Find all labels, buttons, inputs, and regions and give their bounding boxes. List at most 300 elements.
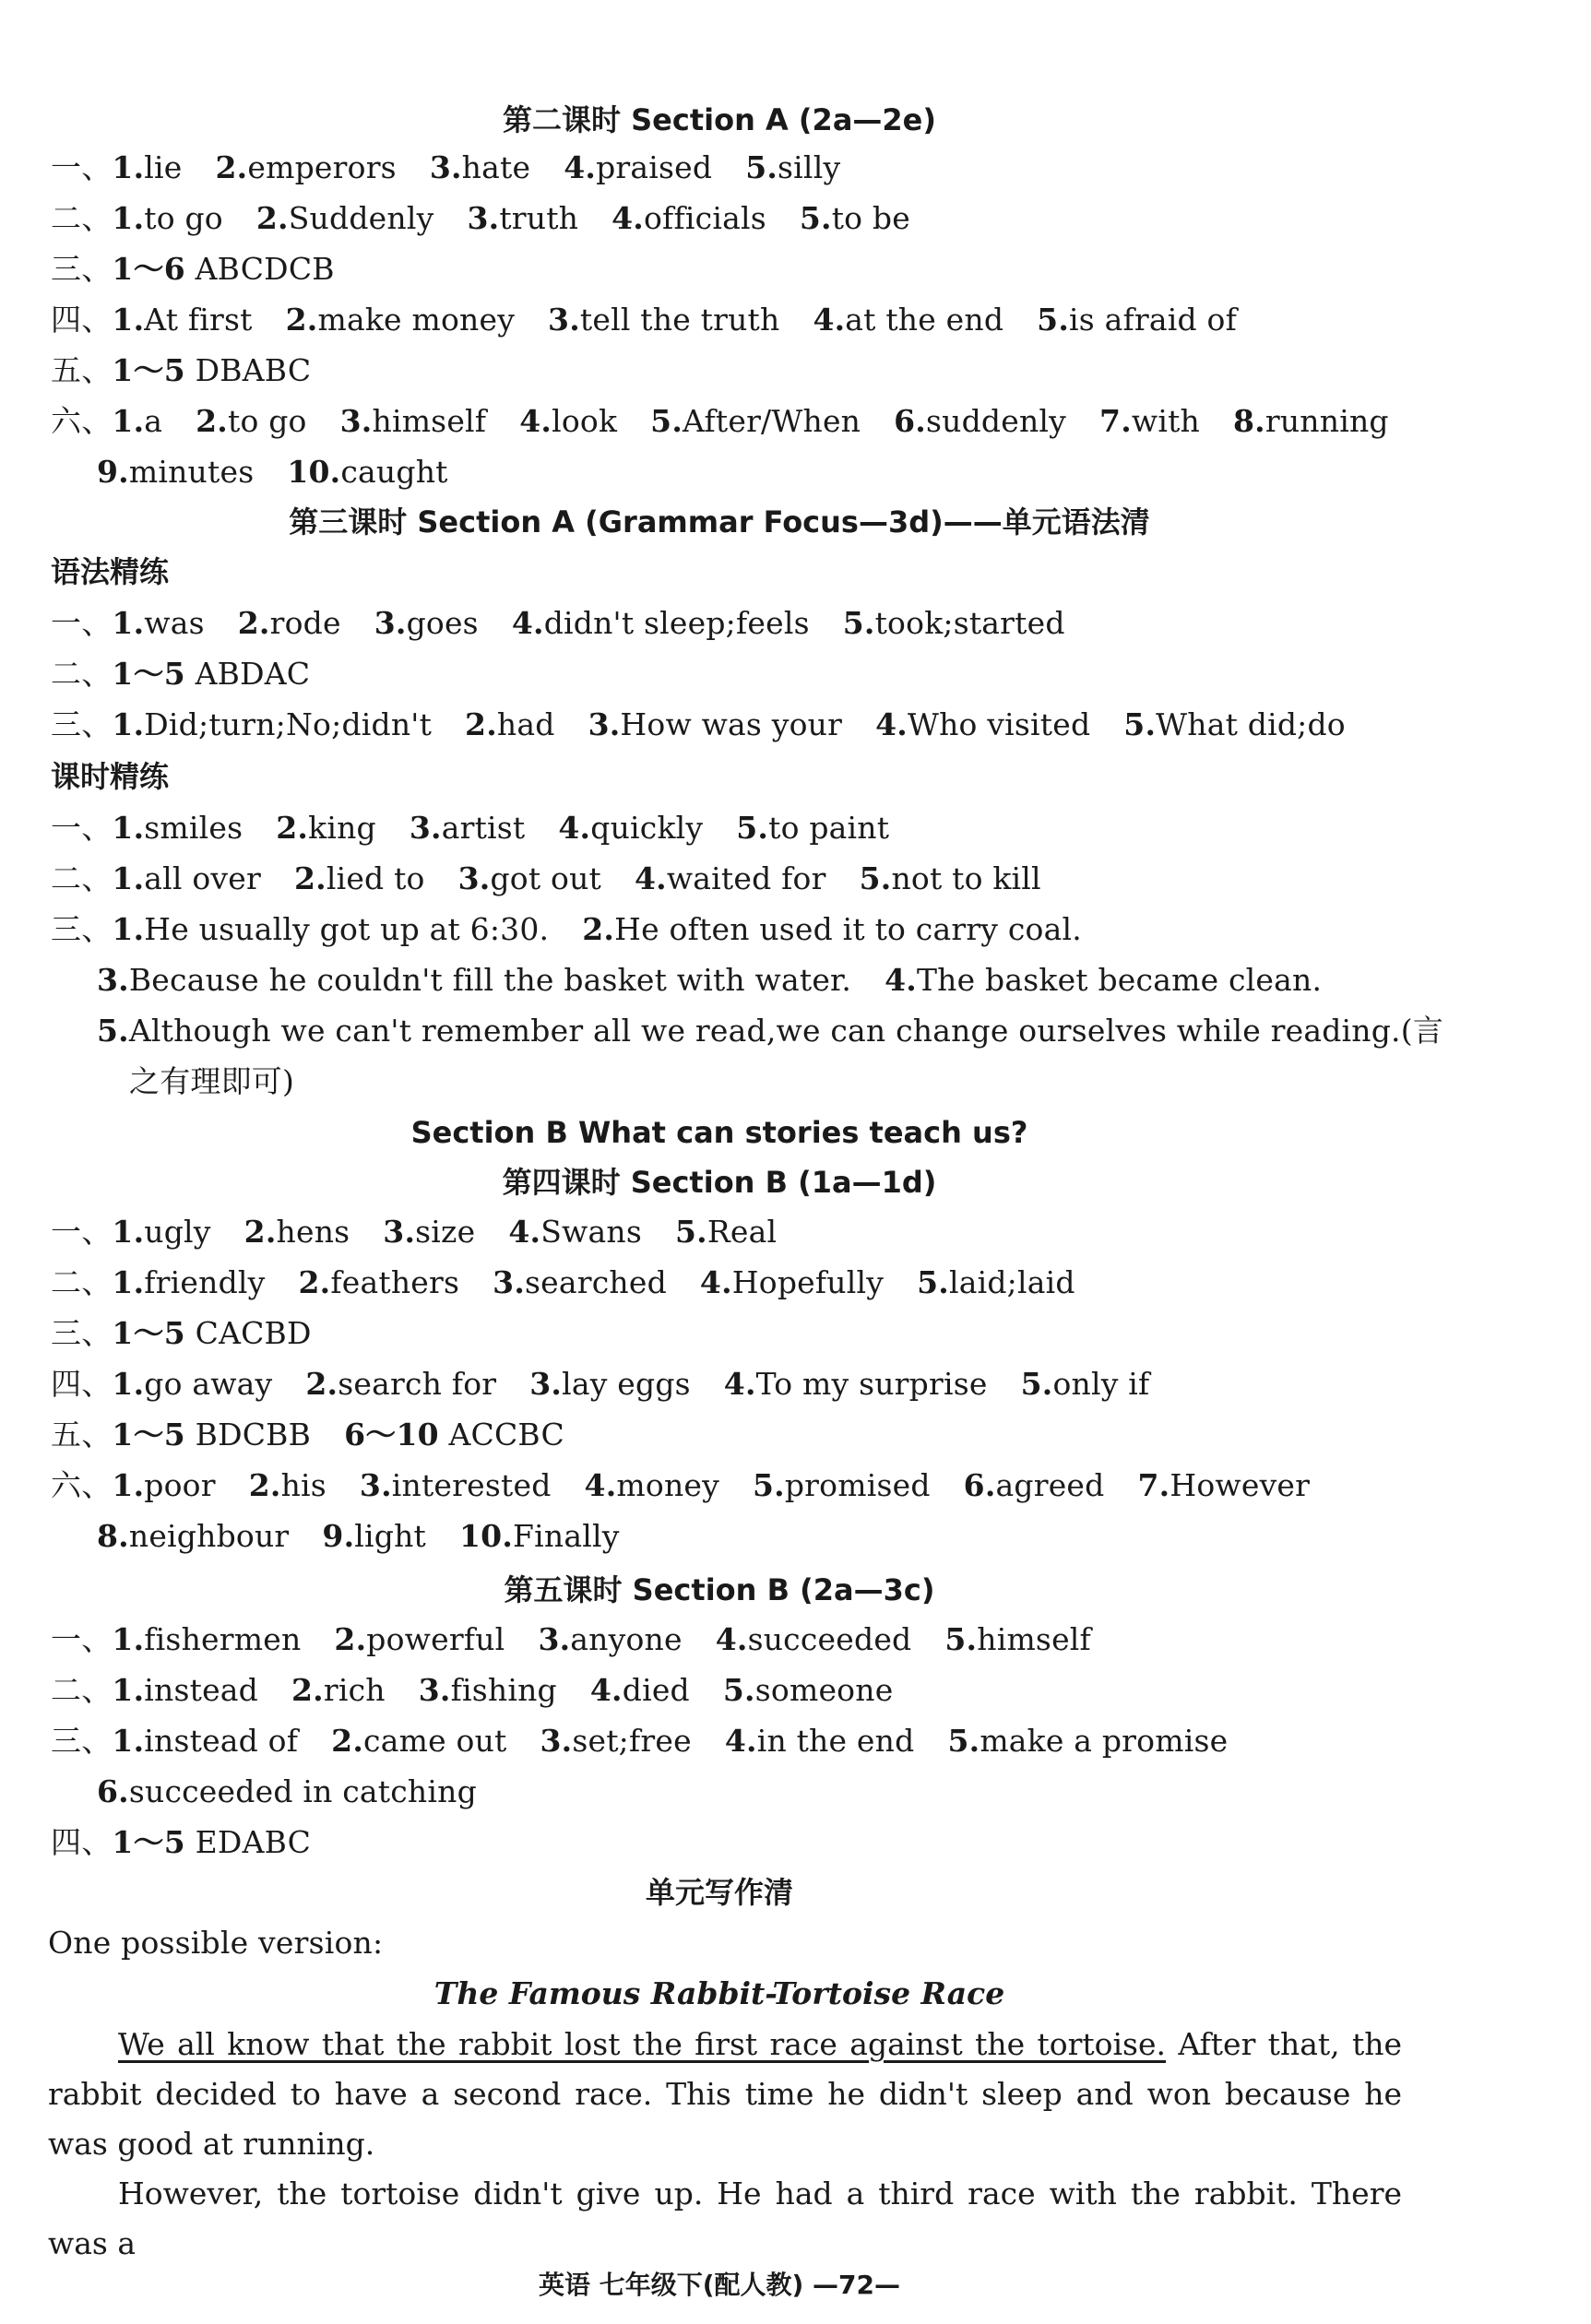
answer-text: was xyxy=(144,605,205,641)
answer-item xyxy=(917,1264,1075,1300)
writing-intro: One possible version: xyxy=(48,1925,384,1961)
question-group-label: 三、 xyxy=(51,1723,113,1759)
answer-text: powerful xyxy=(366,1621,505,1657)
answer-text: rode xyxy=(269,605,341,641)
answer-text: feathers xyxy=(330,1264,460,1300)
answer-text: look xyxy=(552,403,618,439)
answer-item xyxy=(843,605,1065,641)
answer-item xyxy=(753,1467,931,1503)
lesson-3-heading: 第三课时 Section A (Grammar Focus—3d)——单元语法清 xyxy=(289,504,1150,540)
answer-text: He usually got up at 6:30. xyxy=(144,911,550,947)
answer-number: 1～5 xyxy=(112,1315,185,1351)
answer-row xyxy=(51,603,1453,644)
answer-item xyxy=(540,1723,691,1759)
answer-item xyxy=(112,1723,298,1759)
answer-number: 4. xyxy=(519,403,552,439)
answer-row xyxy=(51,859,1453,899)
answer-text: all over xyxy=(144,860,261,896)
answer-item xyxy=(964,1467,1105,1503)
lesson-5-heading: 第五课时 Section B (2a—3c) xyxy=(504,1572,935,1607)
question-group-label: 二、 xyxy=(51,1264,113,1300)
answer-number: 5. xyxy=(745,149,778,185)
answer-number: 1. xyxy=(112,302,145,338)
page-footer: 英语 七年级下(配人教) —72— xyxy=(538,2270,901,2300)
answer-number: 1. xyxy=(112,1214,145,1250)
answer-number: 2. xyxy=(465,706,497,742)
answer-item xyxy=(588,706,843,742)
answer-text: didn't sleep;feels xyxy=(543,605,810,641)
answer-number: 8. xyxy=(97,1518,129,1554)
answer-text: lay eggs xyxy=(562,1366,691,1402)
answer-text: Swans xyxy=(540,1214,642,1250)
answer-number: 4. xyxy=(715,1621,748,1657)
answer-text: searched xyxy=(525,1264,667,1300)
answer-item xyxy=(860,860,1041,896)
answer-row xyxy=(51,350,1453,391)
answer-text: interested xyxy=(391,1467,552,1503)
answer-text: laid;laid xyxy=(948,1264,1075,1300)
answer-text: goes xyxy=(406,605,479,641)
question-group-label: 四、 xyxy=(51,302,113,338)
answer-number: 3. xyxy=(529,1366,563,1402)
answer-row xyxy=(51,808,1453,848)
answer-number: 5. xyxy=(1020,1366,1053,1402)
answer-row xyxy=(51,1415,1453,1455)
answer-item xyxy=(725,1723,915,1759)
answer-text: Because he couldn't fill the basket with water. xyxy=(128,962,852,998)
essay-title: The Famous Rabbit-Tortoise Race xyxy=(433,1975,1005,2011)
answer-text: lie xyxy=(144,149,183,185)
answer-text: running xyxy=(1264,403,1389,439)
answer-text: make money xyxy=(317,302,516,338)
question-group-label: 一、 xyxy=(51,149,113,185)
answer-item xyxy=(291,1672,386,1708)
answer-item xyxy=(529,1366,691,1402)
answer-item xyxy=(97,1773,477,1809)
answer-number: 1. xyxy=(112,1723,145,1759)
question-group-label: 四、 xyxy=(51,1366,113,1402)
answer-number: 6. xyxy=(963,1467,996,1503)
answer-number: 5. xyxy=(944,1621,978,1657)
answer-number: 5. xyxy=(674,1214,707,1250)
answer-item xyxy=(635,860,826,896)
answer-text: truth xyxy=(499,200,579,236)
answer-text: However xyxy=(1170,1467,1311,1503)
answer-text: to paint xyxy=(768,810,890,846)
answer-number: 10. xyxy=(459,1518,514,1554)
answer-item xyxy=(1037,302,1237,338)
essay-paragraph-2-text: However, the tortoise didn't give up. He had a third race with the rabbit. There was a xyxy=(48,2176,1402,2261)
grammar-practice-subhead: 语法精练 xyxy=(51,554,170,589)
answer-number: 3. xyxy=(588,706,621,742)
answer-row xyxy=(97,960,1453,1001)
lesson-practice-subhead: 课时精练 xyxy=(51,759,170,794)
answer-text: instead of xyxy=(144,1723,299,1759)
answer-text: neighbour xyxy=(128,1518,290,1554)
question-group-label: 三、 xyxy=(51,251,113,287)
answer-row xyxy=(51,148,1453,188)
answer-item xyxy=(112,1621,301,1657)
answer-text: Hopefully xyxy=(731,1264,885,1300)
question-group-label: 一、 xyxy=(51,605,113,641)
answer-text: himself xyxy=(372,403,487,439)
answer-item xyxy=(112,860,261,896)
answer-number: 2. xyxy=(255,200,289,236)
answer-number: 3. xyxy=(383,1214,416,1250)
answer-number: 1. xyxy=(112,706,145,742)
answer-text: caught xyxy=(340,454,448,490)
question-group-label: 四、 xyxy=(51,1824,113,1860)
answer-number: 3. xyxy=(548,302,580,338)
answer-item xyxy=(322,1518,426,1554)
answer-item xyxy=(582,911,1082,947)
answer-item xyxy=(745,149,840,185)
answer-text: After/When xyxy=(683,403,861,439)
answer-number: 2. xyxy=(291,1672,324,1708)
answer-text: took;started xyxy=(874,605,1065,641)
answer-item xyxy=(244,1214,350,1250)
answer-number: 2. xyxy=(215,149,248,185)
answer-item xyxy=(294,860,425,896)
answer-item xyxy=(465,706,555,742)
answer-item xyxy=(700,1264,884,1300)
answer-item xyxy=(112,1417,311,1452)
answer-row xyxy=(51,300,1453,340)
answer-item xyxy=(112,352,311,388)
answer-number: 2. xyxy=(305,1366,338,1402)
answer-text: size xyxy=(415,1214,476,1250)
question-group-label: 六、 xyxy=(51,403,113,439)
answer-number: 4. xyxy=(634,860,667,896)
answer-number: 3. xyxy=(359,1467,392,1503)
answer-number: 1～6 xyxy=(112,251,185,287)
answer-item xyxy=(112,1467,215,1503)
answer-item xyxy=(97,962,851,998)
answer-text: artist xyxy=(441,810,526,846)
answer-number: 3. xyxy=(457,860,491,896)
answer-number: 1～5 xyxy=(112,352,185,388)
essay-paragraph-1 xyxy=(48,2020,1402,2169)
answer-row xyxy=(51,198,1453,239)
answer-text: had xyxy=(496,706,555,742)
lesson-4-heading: 第四课时 Section B (1a—1d) xyxy=(502,1165,937,1200)
answer-text: To my surprise xyxy=(755,1366,988,1402)
writing-heading: 单元写作清 xyxy=(645,1875,793,1910)
answer-text: agreed xyxy=(995,1467,1105,1503)
answer-item xyxy=(112,1214,210,1250)
answer-text: make a promise xyxy=(980,1723,1229,1759)
answer-text: not to kill xyxy=(891,860,1041,896)
answer-item xyxy=(558,810,703,846)
answer-text: The basket became clean. xyxy=(916,962,1323,998)
answer-item xyxy=(419,1672,557,1708)
answer-number: 1～5 xyxy=(112,1824,185,1860)
answer-item xyxy=(249,1467,327,1503)
answer-item xyxy=(813,302,1003,338)
answer-number: 1. xyxy=(112,1467,145,1503)
answer-number: 1. xyxy=(112,911,145,947)
essay-paragraph-1-rest: After that, the rabbit decided to have a second race. This time he didn't sleep and won because he was good at running. xyxy=(48,2026,1402,2162)
answer-item xyxy=(238,605,341,641)
answer-item xyxy=(112,911,549,947)
answer-text: is afraid of xyxy=(1069,302,1237,338)
answer-number: 1～5 xyxy=(112,656,185,692)
answer-text: ugly xyxy=(144,1214,211,1250)
answer-item xyxy=(112,1264,265,1300)
answer-number: 1. xyxy=(112,1366,145,1402)
answer-number: 5. xyxy=(752,1467,785,1503)
answer-number: 3. xyxy=(538,1621,571,1657)
answer-item xyxy=(875,706,1090,742)
question-group-label: 一、 xyxy=(51,1621,113,1657)
answer-text: Did;turn;No;didn't xyxy=(144,706,433,742)
answer-number: 4. xyxy=(875,706,908,742)
answer-text: king xyxy=(308,810,376,846)
answer-item xyxy=(97,454,254,490)
answer-item xyxy=(374,605,479,641)
answer-number: 6. xyxy=(97,1773,129,1809)
answer-item xyxy=(97,1518,289,1554)
answer-number: 6～10 xyxy=(344,1417,439,1452)
answer-item xyxy=(340,403,487,439)
section-b-title: Section B What can stories teach us? xyxy=(410,1115,1028,1150)
answer-text: with xyxy=(1131,403,1201,439)
answer-text: succeeded in catching xyxy=(128,1773,477,1809)
answer-item xyxy=(344,1417,564,1452)
answer-number: 2. xyxy=(196,403,228,439)
answer-text: smiles xyxy=(144,810,243,846)
answer-text: lied to xyxy=(326,860,425,896)
answer-text: to go xyxy=(228,403,307,439)
answer-item xyxy=(947,1723,1228,1759)
answer-item xyxy=(508,1214,642,1250)
answer-text: his xyxy=(280,1467,327,1503)
answer-item xyxy=(112,403,162,439)
answer-number: 5. xyxy=(947,1723,980,1759)
question-group-label: 三、 xyxy=(51,911,113,947)
answer-number: 2. xyxy=(285,302,318,338)
answer-row xyxy=(51,1465,1453,1506)
answer-text: EDABC xyxy=(184,1824,312,1860)
answer-item xyxy=(287,454,447,490)
answer-number: 4. xyxy=(508,1214,541,1250)
answer-item xyxy=(564,149,712,185)
answer-text: in the end xyxy=(756,1723,915,1759)
answer-text: DBABC xyxy=(184,352,312,388)
answer-item xyxy=(1021,1366,1150,1402)
answer-text: rich xyxy=(323,1672,386,1708)
answer-text: tell the truth xyxy=(579,302,780,338)
question-group-label: 一、 xyxy=(51,810,113,846)
answer-text: praised xyxy=(596,149,713,185)
answer-number: 2. xyxy=(276,810,309,846)
answer-item xyxy=(894,403,1066,439)
answer-item xyxy=(736,810,889,846)
answer-text: He often used it to carry coal. xyxy=(614,911,1082,947)
answer-item xyxy=(493,1264,667,1300)
answer-number: 2. xyxy=(331,1723,364,1759)
question-group-label: 二、 xyxy=(51,656,113,692)
answer-text: silly xyxy=(778,149,841,185)
answer-number: 4. xyxy=(724,1723,757,1759)
question-group-label: 二、 xyxy=(51,1672,113,1708)
answer-item xyxy=(112,302,252,338)
answer-number: 3. xyxy=(493,1264,526,1300)
answer-item xyxy=(724,1366,988,1402)
answer-number: 5. xyxy=(859,860,892,896)
answer-number: 4. xyxy=(699,1264,732,1300)
answer-text: instead xyxy=(144,1672,258,1708)
answer-row xyxy=(51,1619,1453,1660)
answer-number: 1. xyxy=(112,605,145,641)
answer-row xyxy=(97,1011,1453,1051)
answer-number: 4. xyxy=(511,605,544,641)
answer-item xyxy=(299,1264,460,1300)
answer-text: light xyxy=(354,1518,427,1554)
answer-item xyxy=(467,200,578,236)
answer-text: hens xyxy=(276,1214,350,1250)
answer-text: minutes xyxy=(128,454,255,490)
answer-item xyxy=(410,810,526,846)
answer-number: 6. xyxy=(894,403,926,439)
answer-item xyxy=(331,1723,506,1759)
answer-number: 5. xyxy=(97,1013,129,1049)
answer-item xyxy=(97,1013,1443,1049)
answer-item xyxy=(383,1214,475,1250)
answer-number: 7. xyxy=(1099,403,1132,439)
answer-number: 2. xyxy=(298,1264,331,1300)
answer-number: 5. xyxy=(799,200,832,236)
answer-text: Who visited xyxy=(907,706,1091,742)
answer-item xyxy=(459,1518,620,1554)
answer-item xyxy=(1099,403,1200,439)
answer-text: anyone xyxy=(570,1621,683,1657)
answer-text: What did;do xyxy=(1156,706,1346,742)
answer-item xyxy=(512,605,810,641)
answer-number: 4. xyxy=(611,200,644,236)
answer-item xyxy=(305,1366,496,1402)
answer-item xyxy=(360,1467,552,1503)
answer-text: CACBD xyxy=(184,1315,312,1351)
answer-number: 9. xyxy=(322,1518,355,1554)
answer-item xyxy=(196,403,306,439)
answer-item xyxy=(216,149,397,185)
answer-number: 1. xyxy=(112,860,145,896)
answer-item xyxy=(112,656,310,692)
answer-text: got out xyxy=(490,860,601,896)
answer-text: BDCBB xyxy=(184,1417,312,1452)
answer-item xyxy=(112,605,204,641)
answer-row xyxy=(97,452,1453,492)
answer-item xyxy=(585,1467,719,1503)
answer-number: 1～5 xyxy=(112,1417,185,1452)
answer-row xyxy=(97,1516,1453,1557)
answer-text: At first xyxy=(144,302,253,338)
answer-text: fishermen xyxy=(144,1621,302,1657)
question-group-label: 二、 xyxy=(51,860,113,896)
question-group-label: 一、 xyxy=(51,1214,113,1250)
answer-item xyxy=(112,810,243,846)
answer-item xyxy=(675,1214,777,1250)
answer-number: 2. xyxy=(243,1214,277,1250)
answer-text: Finally xyxy=(513,1518,620,1554)
answer-text: fishing xyxy=(450,1672,557,1708)
answer-number: 3. xyxy=(418,1672,451,1708)
answer-row xyxy=(51,909,1453,950)
answer-row xyxy=(97,1772,1453,1812)
answer-text: to be xyxy=(831,200,910,236)
answer-row xyxy=(51,401,1453,442)
answer-number: 2. xyxy=(248,1467,281,1503)
answer-row xyxy=(51,1313,1453,1354)
answer-number: 1. xyxy=(112,200,145,236)
answer-number: 4. xyxy=(885,962,917,998)
answer-text: waited for xyxy=(666,860,826,896)
answer-row xyxy=(51,1212,1453,1252)
answer-number: 5. xyxy=(1123,706,1157,742)
answer-text: Suddenly xyxy=(288,200,434,236)
answer-item xyxy=(129,1063,294,1099)
answer-item xyxy=(885,962,1322,998)
answer-text: quickly xyxy=(590,810,704,846)
question-group-label: 三、 xyxy=(51,706,113,742)
answer-text: succeeded xyxy=(747,1621,912,1657)
answer-item xyxy=(286,302,515,338)
answer-number: 3. xyxy=(540,1723,573,1759)
answer-number: 2. xyxy=(293,860,327,896)
answer-number: 7. xyxy=(1137,1467,1170,1503)
answer-item xyxy=(538,1621,682,1657)
answer-item xyxy=(276,810,376,846)
answer-number: 5. xyxy=(736,810,769,846)
answer-text: search for xyxy=(338,1366,497,1402)
answer-item xyxy=(1233,403,1389,439)
answer-item xyxy=(256,200,434,236)
answer-number: 5. xyxy=(722,1672,755,1708)
answer-row xyxy=(51,1364,1453,1405)
answer-item xyxy=(112,706,432,742)
answer-number: 4. xyxy=(723,1366,756,1402)
answer-number: 3. xyxy=(409,810,442,846)
answer-item xyxy=(519,403,617,439)
answer-text: at the end xyxy=(845,302,1004,338)
answer-number: 5. xyxy=(842,605,875,641)
question-group-label: 五、 xyxy=(51,1417,113,1452)
answer-item xyxy=(800,200,910,236)
answer-text: emperors xyxy=(247,149,397,185)
answer-text: someone xyxy=(754,1672,894,1708)
essay-paragraph-2 xyxy=(48,2169,1402,2269)
answer-item xyxy=(458,860,601,896)
answer-number: 8. xyxy=(1233,403,1265,439)
answer-text: ACCBC xyxy=(438,1417,564,1452)
answer-item xyxy=(716,1621,912,1657)
answer-text: died xyxy=(622,1672,690,1708)
answer-number: 5. xyxy=(650,403,683,439)
lesson-2-heading: 第二课时 Section A (2a—2e) xyxy=(502,102,937,137)
answer-item xyxy=(112,149,182,185)
answer-number: 3. xyxy=(467,200,500,236)
answer-row xyxy=(51,654,1453,694)
answer-item xyxy=(611,200,766,236)
question-group-label: 三、 xyxy=(51,1315,113,1351)
answer-item xyxy=(723,1672,894,1708)
answer-text: ABCDCB xyxy=(184,251,335,287)
answer-item xyxy=(1123,706,1346,742)
answer-text: promised xyxy=(784,1467,931,1503)
answer-text: himself xyxy=(977,1621,1091,1657)
answer-number: 1. xyxy=(112,149,145,185)
